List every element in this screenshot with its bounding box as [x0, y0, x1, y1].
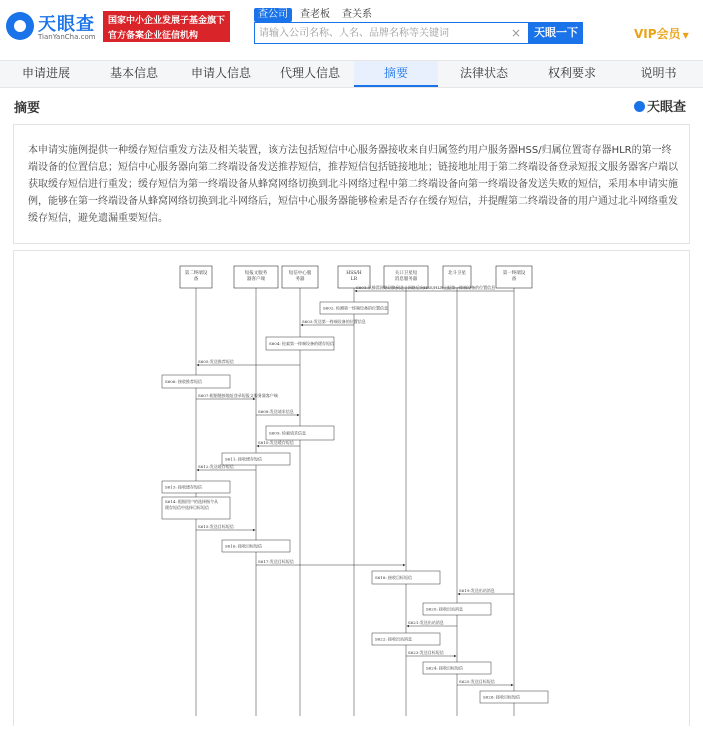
abstract-figure[interactable]	[13, 250, 690, 726]
process-label: S624: 接收目标短信	[426, 665, 463, 671]
search-button[interactable]: 天眼一下	[529, 22, 583, 44]
process-label: S609: 检索请求信息	[269, 430, 306, 436]
tab-applicant-info[interactable]: 申请人信息	[190, 66, 251, 80]
brand-name: 天眼查	[647, 100, 687, 115]
search-input[interactable]	[259, 25, 503, 41]
search-tab-relation[interactable]: 查关系	[342, 9, 372, 20]
official-banner[interactable]	[103, 11, 230, 42]
eye-logo-icon	[6, 12, 34, 40]
lifeline-label: 北斗卫星	[448, 271, 466, 276]
process-label: S620: 接收出站消息	[426, 606, 463, 612]
process-label: S611: 接收缓存短信	[225, 456, 262, 462]
tab-agent-info[interactable]: 代理人信息	[279, 66, 340, 80]
process-label: S604: 检索第一终端设备的缓存短信	[269, 341, 334, 346]
vip-label: VIP会员	[634, 27, 681, 41]
search-tab-boss[interactable]: 查老板	[300, 9, 330, 20]
process-label: S602: 检测第一终端设备的位置信息	[323, 305, 388, 311]
message-label: S619:发送出站消息	[459, 588, 495, 593]
message-label: S625:发送目标短信	[459, 679, 495, 684]
message-label: S603:发送第一终端设备的位置信息	[302, 319, 366, 324]
chevron-down-icon: ▼	[682, 31, 689, 40]
tab-description[interactable]: 说明书	[640, 66, 677, 80]
sequence-diagram	[14, 251, 691, 727]
message-label: S621:发送出站消息	[408, 620, 444, 625]
abstract-box	[13, 124, 690, 244]
process-label: S622: 接收出站消息	[375, 636, 412, 642]
logo-url: TianYanCha.com	[38, 33, 96, 41]
lifeline-label: 短报文服务器客户端	[244, 271, 268, 282]
process-label: S616: 接收目标短信	[225, 543, 262, 549]
lifeline-label: 第一终端设备	[502, 271, 526, 282]
process-label: S626: 接收目标短信	[483, 694, 520, 700]
message-label: S610:发送缓存短信	[258, 440, 294, 445]
process-label: S613: 接收缓存短信	[165, 484, 202, 490]
lifeline-label: HSS/H LR	[346, 271, 362, 282]
message-label: S607:根据链接地址登录短报文服务器客户端	[198, 393, 278, 398]
clear-icon[interactable]: ×	[511, 26, 522, 40]
message-label: S601:从蜂窝网络切换到北斗网络后向HSS/HLR上报第一终端设备的位置信息	[356, 285, 496, 290]
section-title: 摘要	[14, 101, 41, 116]
eye-logo-icon	[634, 101, 645, 112]
tianyancha-logo[interactable]	[6, 10, 98, 46]
patent-nav-tabs	[0, 60, 703, 88]
logo-name: 天眼查	[38, 14, 95, 35]
tab-basic-info[interactable]: 基本信息	[109, 66, 158, 80]
vip-menu[interactable]	[634, 25, 689, 42]
brand-watermark	[634, 96, 686, 115]
message-label: S623:发送目标短信	[408, 650, 444, 655]
search-tab-company[interactable]: 查公司	[254, 8, 292, 22]
message-label: S615:发送目标短信	[198, 524, 234, 529]
top-header	[0, 0, 703, 60]
lifeline-label: 关口卫星短消息服务器	[394, 271, 418, 282]
message-label: S612:发送缓存短信	[198, 464, 234, 469]
lifeline-label: 短信中心服务器	[288, 271, 312, 282]
banner-line-1: 国家中小企业发展子基金旗下	[108, 16, 226, 26]
process-label: S618: 接收目标短信	[375, 575, 412, 580]
lifeline-label: 第二终端设备	[184, 271, 208, 282]
banner-line-2: 官方备案企业征信机构	[108, 31, 199, 41]
tab-application-progress[interactable]: 申请进展	[21, 66, 70, 80]
process-label: S606: 接收推荐短信	[165, 379, 202, 384]
message-label: S605:发送推荐短信	[198, 359, 234, 364]
abstract-text: 本申请实施例提供一种缓存短信重发方法及相关装置，该方法包括短信中心服务器接收来自归属签约用户服务器HSS/归属位置寄存器HLR的第一终端设备的位置信息；短信中心服务器向第二终端设备发送推荐短信，推荐短信包括链接地址；链接地址用于第二终端设备登录短报文服务器客户端以获取缓存短信进行重发；缓存短信为第一终端设备从蜂窝网络切换到北斗网络过程中第二终端设备向第一终端设备发送失败的短信，采用本申请实施例，能够在第一终端设备从蜂窝网络切换到北斗网络后，短信中心服务器能够检索是否存在缓存短信，并提醒第二终端设备的用户通过北斗网络重发缓存短信，避免遗漏重要短信。	[28, 145, 678, 224]
tab-abstract[interactable]: 摘要	[354, 61, 438, 87]
search-box	[254, 22, 529, 44]
process-label: S614: 根据用户的选择指令从缓存短信中选择目标短信	[165, 499, 218, 510]
message-label: S608:发送请求信息	[258, 409, 294, 414]
message-label: S617:发送目标短信	[258, 559, 294, 564]
tab-claims[interactable]: 权利要求	[547, 66, 596, 80]
tab-legal-status[interactable]: 法律状态	[459, 66, 508, 80]
